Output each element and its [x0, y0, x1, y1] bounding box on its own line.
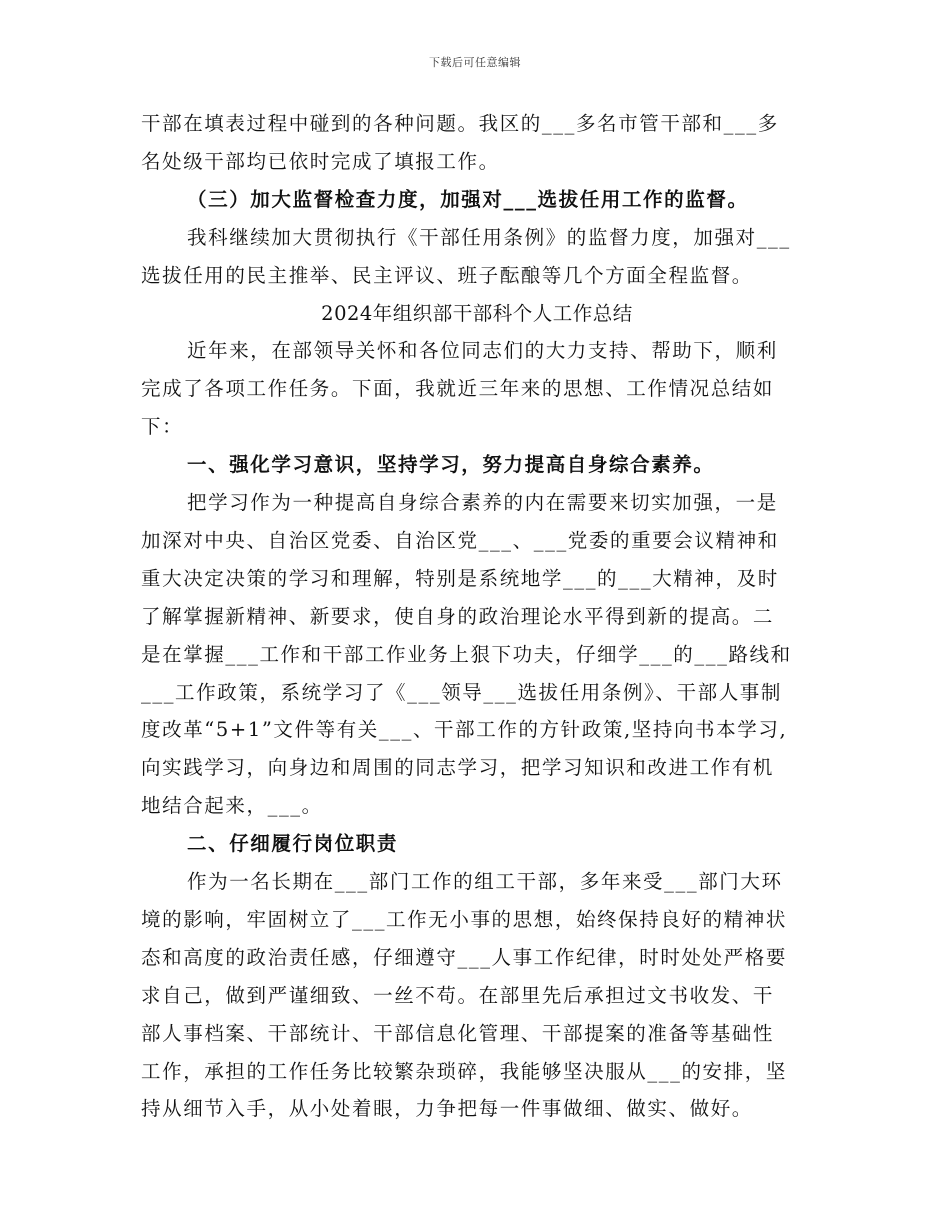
body-line: 工作，承担的工作任务比较繁杂琐碎，我能够坚决服从___的安排，坚	[141, 1059, 787, 1083]
body-line: 持从细节入手，从小处着眼，力争把每一件事做细、做实、做好。	[141, 1097, 753, 1121]
body-line: 部人事档案、干部统计、干部信息化管理、干部提案的准备等基础性	[141, 1021, 775, 1045]
body-line: 加深对中央、自治区党委、自治区党___、___党委的重要会议精神和	[141, 528, 779, 552]
body-line: 把学习作为一种提高自身综合素养的内在需要来切实加强，一是	[187, 491, 778, 514]
body-line: 完成了各项工作任务。下面，我就近三年来的思想、工作情况总结如	[141, 377, 775, 401]
section-heading: 一、强化学习意识，坚持学习，努力提高自身综合素养。	[187, 453, 715, 477]
body-line: 近年来，在部领导关怀和各位同志们的大力支持、帮助下，顺利	[187, 339, 778, 363]
body-line: 选拔任用的民主推举、民主评议、班子酝酿等几个方面全程监督。	[141, 263, 753, 287]
body-line: 干部在填表过程中碰到的各种问题。我区的___多名市管干部和___多	[141, 112, 779, 135]
body-line: 境的影响，牢固树立了___工作无小事的思想，始终保持良好的精神状	[141, 907, 787, 931]
body-line: 向实践学习，向身边和周围的同志学习，把学习知识和改进工作有机	[141, 756, 775, 780]
section-heading: （三）加大监督检查力度，加强对___选拔任用工作的监督。	[187, 187, 749, 211]
body-line: 下：	[141, 415, 184, 439]
body-line: 我科继续加大贯彻执行《干部任用条例》的监督力度，加强对___	[187, 225, 791, 249]
page-header: 下载后可任意编辑	[429, 56, 521, 69]
document-title: 2024年组织部干部科个人工作总结	[321, 301, 633, 325]
body-line: 度改革“5+1”文件等有关___、干部工作的方针政策,坚持向书本学习,	[141, 718, 788, 742]
body-line: 地结合起来，___。	[141, 794, 323, 818]
body-line: 态和高度的政治责任感，仔细遵守___人事工作纪律，时时处处严格要	[141, 945, 787, 969]
section-heading: 二、仔细履行岗位职责	[187, 832, 399, 856]
body-line: 求自己，做到严谨细致、一丝不苟。在部里先后承担过文书收发、干	[141, 983, 775, 1007]
body-line: 重大决定决策的学习和理解，特别是系统地学___的___大精神，及时	[141, 566, 779, 590]
body-line: 了解掌握新精神、新要求，使自身的政治理论水平得到新的提高。二	[141, 604, 775, 628]
body-line: 是在掌握___工作和干部工作业务上狠下功夫，仔细学___的___路线和	[141, 642, 792, 666]
body-line: 名处级干部均已依时完成了填报工作。	[141, 149, 500, 173]
body-line: ___工作政策，系统学习了《___领导___选拔任用条例》、干部人事制	[141, 680, 783, 704]
body-line: 作为一名长期在___部门工作的组工干部，多年来受___部门大环	[187, 870, 783, 893]
